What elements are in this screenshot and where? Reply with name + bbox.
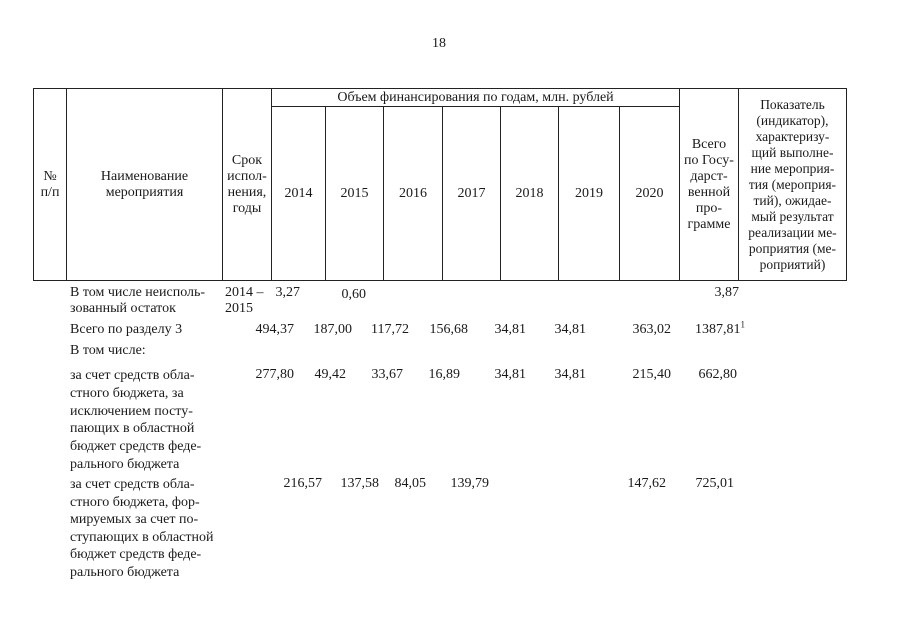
header-year: 2019 [575, 185, 603, 201]
value-2020: 147,62 [627, 476, 666, 491]
value-total: 725,01 [695, 476, 734, 491]
value-total: 3,87 [714, 285, 739, 300]
row-name: Всего по разделу 3 [70, 322, 183, 337]
value-2019: 34,81 [554, 367, 586, 382]
col-border [846, 88, 847, 281]
value-2015: 187,00 [313, 322, 352, 337]
value-2017: 16,89 [428, 367, 460, 382]
value-total: 662,80 [698, 367, 737, 382]
header-year: 2015 [340, 185, 369, 201]
value-2014: 3,27 [275, 285, 300, 300]
header-indicator: Показатель (индикатор), характеризу- щий выполне- ние мероприя- тия (мероприя- тий), ожидае- мый результат реализации ме- роприятия (ме- роприятий) [748, 96, 837, 272]
header-name: Наименование мероприятия [100, 168, 189, 200]
header-number: № п/п [40, 168, 60, 200]
header-bottom-border [33, 280, 847, 281]
value-2019: 34,81 [554, 322, 586, 337]
header-term: Срок испол- нения, годы [227, 152, 267, 216]
value-2016: 117,72 [371, 322, 409, 337]
header-year: 2016 [399, 185, 427, 201]
page-number: 18 [432, 36, 446, 51]
value-2016: 84,05 [394, 476, 426, 491]
value-2015: 137,58 [340, 476, 379, 491]
row-name: за счет средств обла- стного бюджета, фор- мируемых за счет по- ступающих в областной бюджет средств феде- рального бюджета [70, 477, 214, 580]
header-year: 2014 [284, 185, 313, 201]
value-2020: 215,40 [632, 367, 671, 382]
row-name: за счет средств обла- стного бюджета, за исключением посту- пающих в областной бюджет средств феде- рального бюджета [70, 368, 202, 472]
header-year: 2020 [635, 185, 664, 201]
value-2015: 49,42 [314, 367, 346, 382]
value-2020: 363,02 [632, 322, 671, 337]
row-name: В том числе: [70, 343, 146, 358]
header-total: Всего по Госу- дарст- венной про- грамме [684, 136, 734, 232]
row-term: 2014 – 2015 [225, 285, 264, 316]
header-year: 2017 [457, 185, 486, 201]
value-2018: 34,81 [494, 322, 526, 337]
value-2016: 33,67 [371, 367, 403, 382]
value-2014: 216,57 [283, 476, 322, 491]
value-2017: 139,79 [450, 476, 489, 491]
table-header [33, 88, 847, 281]
value-2014: 277,80 [255, 367, 294, 382]
header-funding-group: Объем финансирования по годам, млн. рублей [337, 89, 614, 105]
value-2017: 156,68 [429, 322, 468, 337]
header-year: 2018 [515, 185, 544, 201]
value-2018: 34,81 [494, 367, 526, 382]
value-2014: 494,37 [255, 322, 294, 337]
value-2015: 0,60 [341, 287, 366, 302]
value-total: 1387,81$^1$ [695, 319, 745, 337]
row-name: В том числе неисполь- зованный остаток [70, 285, 206, 316]
